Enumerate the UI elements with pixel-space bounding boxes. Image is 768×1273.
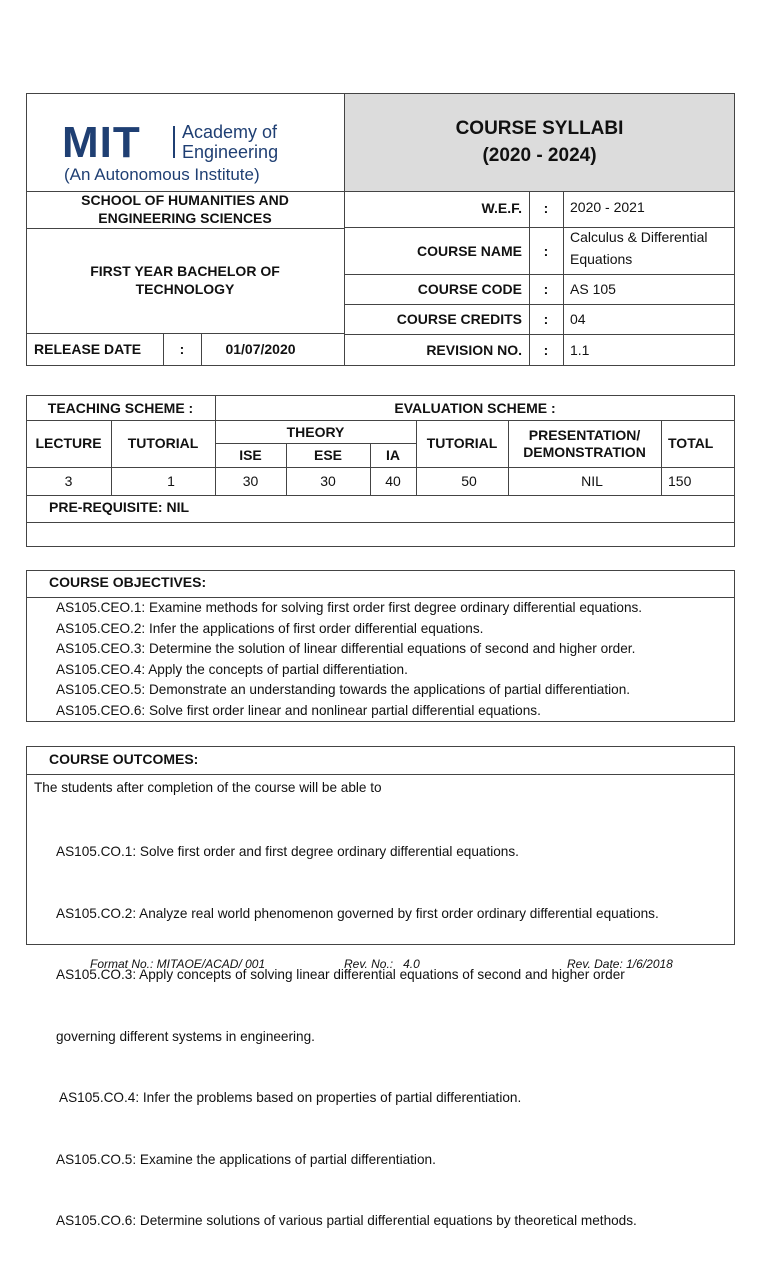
logo-subtitle: (An Autonomous Institute) bbox=[64, 165, 260, 184]
list-item: AS105.CEO.2: Infer the applications of first order differential equations. bbox=[56, 620, 484, 636]
eval-tutorial-header: TUTORIAL bbox=[426, 435, 498, 451]
ia-header: IA bbox=[386, 447, 400, 463]
ese-header: ESE bbox=[313, 447, 342, 463]
list-item: AS105.CO.5: Examine the applications of partial differentiation. bbox=[56, 1151, 436, 1167]
school-name-line2: ENGINEERING SCIENCES bbox=[98, 210, 272, 226]
ise-header: ISE bbox=[239, 447, 262, 463]
list-item: AS105.CO.4: Infer the problems based on properties of partial differentiation. bbox=[56, 1090, 522, 1105]
list-item: AS105.CEO.4: Apply the concepts of partial differentiation. bbox=[56, 661, 408, 677]
list-item: AS105.CO.2: Analyze real world phenomenon governed by first order ordinary differential equations. bbox=[56, 905, 659, 921]
revision-number: Rev. No.: 4.0 bbox=[344, 957, 420, 971]
title-background bbox=[345, 94, 734, 191]
scheme-border bbox=[26, 395, 735, 547]
revision-no-colon: : bbox=[543, 342, 549, 358]
theory-header: THEORY bbox=[286, 424, 345, 440]
course-name-value-line1: Calculus & Differential bbox=[570, 229, 708, 245]
list-item: AS105.CEO.5: Demonstrate an understanding towards the applications of partial differentiation. bbox=[56, 682, 631, 697]
logo-line2: Engineering bbox=[182, 142, 279, 162]
presentation-header-line2: DEMONSTRATION bbox=[523, 444, 646, 460]
ise-value: 30 bbox=[242, 473, 259, 489]
course-name-label: COURSE NAME bbox=[416, 243, 522, 259]
release-date-value: 01/07/2020 bbox=[225, 341, 296, 357]
outcomes-intro: The students after completion of the course will be able to bbox=[34, 780, 382, 795]
eval-tutorial-value: 50 bbox=[461, 473, 477, 489]
list-item: governing different systems in engineering. bbox=[56, 1028, 315, 1044]
release-date-colon: : bbox=[179, 341, 185, 357]
total-header: TOTAL bbox=[668, 435, 714, 451]
list-item: AS105.CO.6: Determine solutions of various partial differential equations by theoretical methods. bbox=[56, 1213, 637, 1228]
logo-mark: MIT bbox=[62, 118, 141, 167]
tutorial-header: TUTORIAL bbox=[127, 435, 199, 451]
outcomes-heading: COURSE OUTCOMES: bbox=[49, 751, 199, 767]
list-item: AS105.CO.3: Apply concepts of solving linear differential equations of second and higher order bbox=[56, 967, 625, 982]
course-credits-colon: : bbox=[543, 311, 549, 327]
course-credits-label: COURSE CREDITS bbox=[396, 311, 522, 327]
page-title: COURSE SYLLABI bbox=[455, 118, 624, 139]
course-credits-value: 04 bbox=[570, 311, 586, 327]
program-line1: FIRST YEAR BACHELOR OF bbox=[90, 263, 280, 279]
total-value: 150 bbox=[668, 473, 692, 489]
wef-colon: : bbox=[543, 200, 549, 216]
ese-value: 30 bbox=[320, 473, 336, 489]
teaching-scheme-heading: TEACHING SCHEME : bbox=[47, 400, 194, 416]
presentation-value: NIL bbox=[581, 473, 603, 489]
presentation-header-line1: PRESENTATION/ bbox=[528, 427, 641, 443]
wef-label: W.E.F. bbox=[481, 200, 522, 216]
list-item: AS105.CEO.1: Examine methods for solving first order first degree ordinary differential equations. bbox=[56, 600, 643, 615]
release-date-label: RELEASE DATE bbox=[34, 341, 142, 357]
list-item: AS105.CEO.6: Solve first order linear and nonlinear partial differential equations. bbox=[56, 702, 541, 718]
objectives-list bbox=[56, 598, 642, 721]
wef-value: 2020 - 2021 bbox=[570, 199, 645, 215]
logo-divider bbox=[173, 126, 175, 158]
revision-no-value: 1.1 bbox=[570, 342, 590, 358]
school-name-line1: SCHOOL OF HUMANITIES AND bbox=[81, 192, 289, 208]
course-code-label: COURSE CODE bbox=[417, 281, 522, 297]
course-name-value-line2: Equations bbox=[570, 251, 633, 267]
course-code-value: AS 105 bbox=[570, 281, 616, 297]
tutorial-value: 1 bbox=[167, 473, 175, 489]
list-item: AS105.CEO.3: Determine the solution of linear differential equations of second and higher order. bbox=[56, 641, 636, 656]
format-number: Format No.: MITAOE/ACAD/ 001 bbox=[90, 957, 266, 971]
objectives-heading: COURSE OBJECTIVES: bbox=[49, 574, 207, 590]
revision-date: Rev. Date: 1/6/2018 bbox=[567, 957, 673, 971]
lecture-header: LECTURE bbox=[35, 435, 102, 451]
course-code-colon: : bbox=[543, 281, 549, 297]
evaluation-scheme-heading: EVALUATION SCHEME : bbox=[394, 400, 556, 416]
course-name-colon: : bbox=[543, 243, 549, 259]
outcomes-list bbox=[56, 801, 659, 1273]
revision-no-label: REVISION NO. bbox=[426, 342, 522, 358]
list-item: AS105.CO.1: Solve first order and first degree ordinary differential equations. bbox=[56, 844, 519, 859]
page-title-years: (2020 - 2024) bbox=[482, 145, 597, 166]
program-line2: TECHNOLOGY bbox=[135, 281, 235, 297]
ia-value: 40 bbox=[385, 473, 401, 489]
prerequisite: PRE-REQUISITE: NIL bbox=[49, 499, 190, 515]
lecture-value: 3 bbox=[64, 473, 73, 489]
logo-line1: Academy of bbox=[182, 122, 278, 142]
